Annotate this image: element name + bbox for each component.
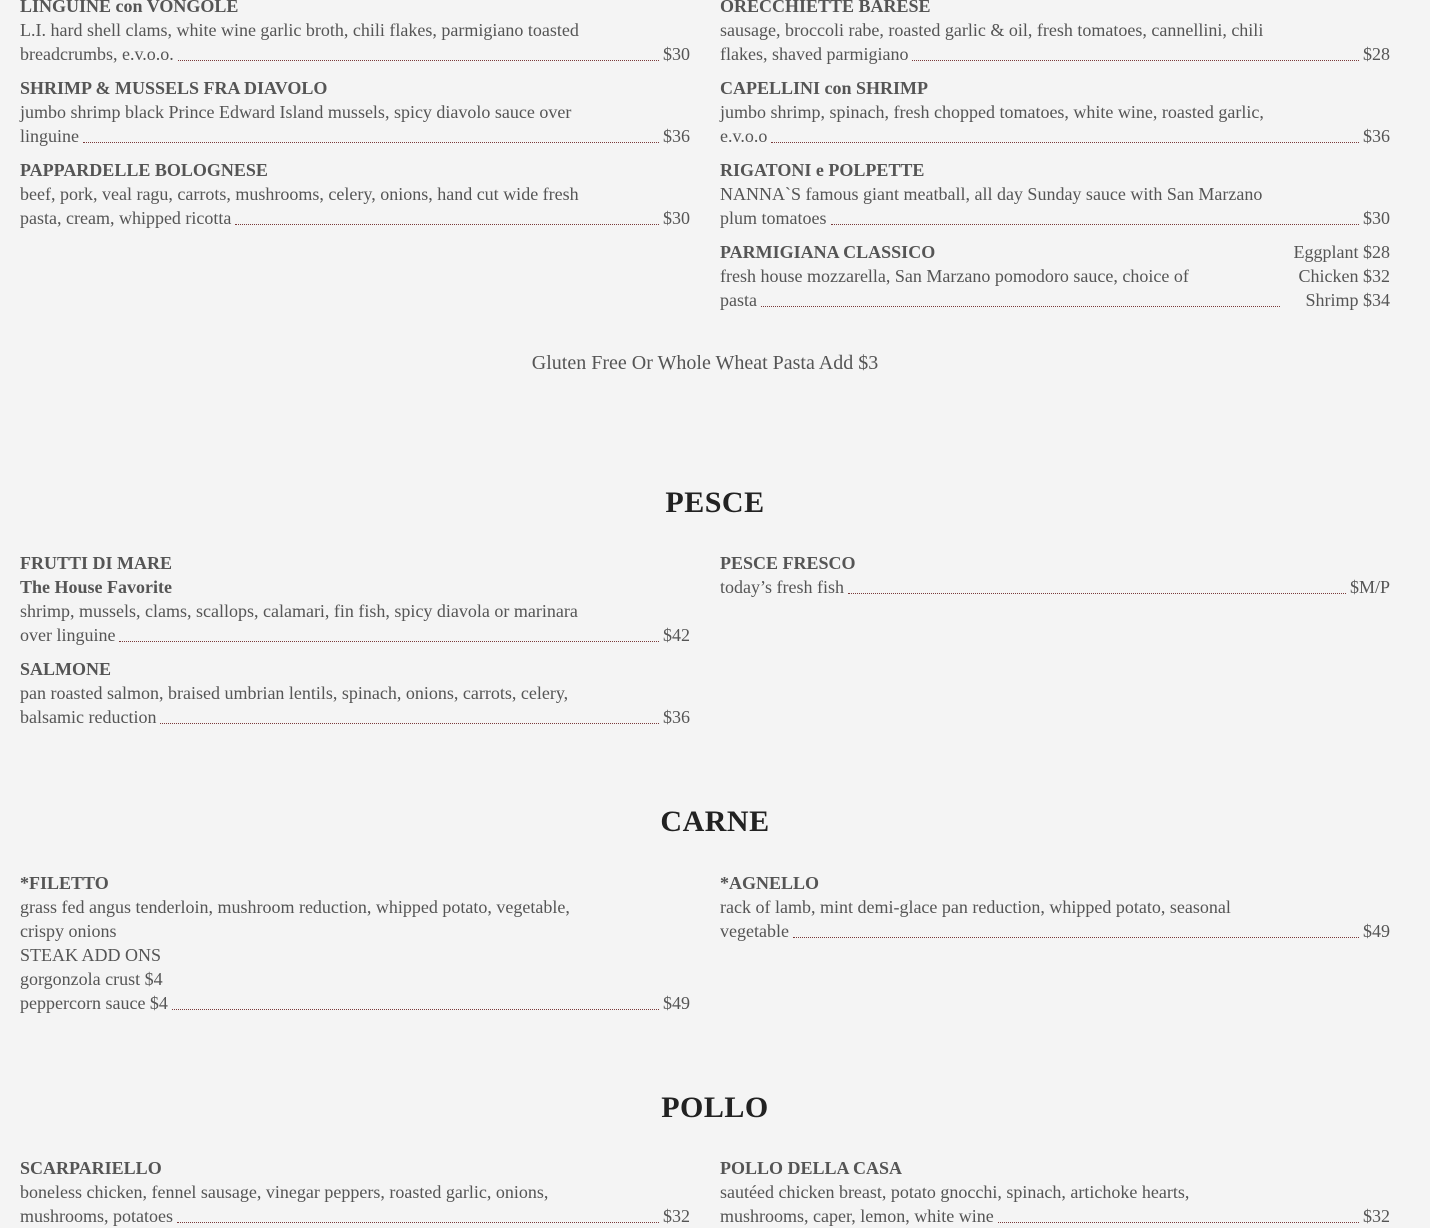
pasta-note: Gluten Free Or Whole Wheat Pasta Add $3 [531, 352, 879, 374]
menu-item [20, 657, 690, 729]
menu-item [20, 0, 690, 66]
item-description: plum tomatoes [720, 208, 827, 228]
menu-item [720, 1156, 1390, 1228]
addon-item: gorgonzola crust $4 [20, 969, 163, 989]
menu-item [20, 1156, 690, 1228]
item-name: PESCE FRESCO [720, 553, 856, 573]
item-description: beef, pork, veal ragu, carrots, mushrooms, celery, onions, hand cut wide fresh [20, 184, 579, 204]
item-price: $42 [663, 625, 690, 645]
item-price: $30 [663, 44, 690, 64]
item-description: sautéed chicken breast, potato gnocchi, spinach, artichoke hearts, [720, 1182, 1190, 1202]
item-name: SALMONE [20, 659, 112, 679]
menu-item [720, 76, 1390, 148]
section-title-pesce: PESCE [665, 486, 765, 519]
item-description: pasta [720, 290, 757, 310]
item-name: SHRIMP & MUSSELS FRA DIAVOLO [20, 78, 328, 98]
leader-dots [119, 641, 659, 642]
leader-dots [912, 60, 1359, 61]
leader-dots [761, 306, 1280, 307]
item-name: PARMIGIANA CLASSICO [720, 242, 936, 262]
menu-item [720, 0, 1390, 66]
item-price: $30 [663, 208, 690, 228]
item-name: POLLO DELLA CASA [720, 1158, 903, 1178]
leader-dots [160, 723, 659, 724]
item-description: balsamic reduction [20, 707, 157, 727]
price-eggplant: Eggplant $28 [1293, 242, 1390, 262]
menu-item-parmigiana [720, 240, 1390, 312]
item-name: CAPELLINI con SHRIMP [720, 78, 929, 98]
leader-dots [831, 224, 1360, 225]
item-description: jumbo shrimp, spinach, fresh chopped tomatoes, white wine, roasted garlic, [720, 102, 1264, 122]
leader-dots [793, 937, 1359, 938]
item-price: $36 [663, 707, 690, 727]
price-shrimp: Shrimp $34 [1305, 290, 1390, 310]
item-name: *FILETTO [20, 873, 109, 893]
item-description: fresh house mozzarella, San Marzano pomodoro sauce, choice of [720, 266, 1189, 286]
item-description: grass fed angus tenderloin, mushroom reduction, whipped potato, vegetable, [20, 897, 570, 917]
item-price: $49 [1363, 921, 1390, 941]
menu-item [720, 551, 1390, 599]
item-name: FRUTTI DI MARE [20, 553, 173, 573]
item-price: $36 [1363, 126, 1390, 146]
leader-dots [848, 593, 1346, 594]
item-description: L.I. hard shell clams, white wine garlic broth, chili flakes, parmigiano toasted [20, 20, 579, 40]
item-description: sausage, broccoli rabe, roasted garlic & oil, fresh tomatoes, cannellini, chili [720, 20, 1264, 40]
item-description: rack of lamb, mint demi-glace pan reduction, whipped potato, seasonal [720, 897, 1231, 917]
price-options [1294, 240, 1391, 312]
item-description: today’s fresh fish [720, 577, 844, 597]
section-title-pollo: POLLO [661, 1091, 769, 1124]
item-price: $M/P [1349, 577, 1390, 597]
addon-item: peppercorn sauce $4 [20, 993, 168, 1013]
item-description: shrimp, mussels, clams, scallops, calamari, fin fish, spicy diavola or marinara [20, 601, 578, 621]
item-description: e.v.o.o [720, 126, 768, 146]
price-chicken: Chicken $32 [1298, 266, 1390, 286]
leader-dots [998, 1222, 1359, 1223]
leader-dots [235, 224, 659, 225]
item-name: SCARPARIELLO [20, 1158, 162, 1178]
leader-dots [771, 142, 1359, 143]
menu-item [20, 76, 690, 148]
item-description: jumbo shrimp black Prince Edward Island mussels, spicy diavolo sauce over [20, 102, 572, 122]
item-name: *AGNELLO [720, 873, 820, 893]
item-price: $32 [1363, 1206, 1390, 1226]
item-description: mushrooms, potatoes [20, 1206, 173, 1226]
item-price: $30 [1363, 208, 1390, 228]
item-name: LINGUINE con VONGOLE [20, 0, 239, 16]
menu-item [20, 158, 690, 230]
item-description: boneless chicken, fennel sausage, vinegar peppers, roasted garlic, onions, [20, 1182, 549, 1202]
item-description: mushrooms, caper, lemon, white wine [720, 1206, 994, 1226]
item-name: ORECCHIETTE BARESE [720, 0, 931, 16]
leader-dots [172, 1009, 659, 1010]
item-name: RIGATONI e POLPETTE [720, 160, 925, 180]
item-price: $49 [663, 993, 690, 1013]
item-description: over linguine [20, 625, 116, 645]
section-title-carne: CARNE [660, 805, 770, 838]
item-description: breadcrumbs, e.v.o.o. [20, 44, 174, 64]
leader-dots [177, 1222, 659, 1223]
item-price: $36 [663, 126, 690, 146]
item-price: $28 [1363, 44, 1390, 64]
item-description: linguine [20, 126, 79, 146]
item-name: PAPPARDELLE BOLOGNESE [20, 160, 268, 180]
menu-item [720, 158, 1390, 230]
leader-dots [178, 60, 659, 61]
addons-heading: STEAK ADD ONS [20, 945, 162, 965]
item-price: $32 [663, 1206, 690, 1226]
menu-item [720, 871, 1390, 943]
item-description: NANNA`S famous giant meatball, all day Sunday sauce with San Marzano [720, 184, 1263, 204]
menu-item [20, 871, 690, 1015]
item-subtitle: The House Favorite [20, 577, 172, 597]
item-description: pasta, cream, whipped ricotta [20, 208, 232, 228]
item-description: crispy onions [20, 921, 117, 941]
item-description: flakes, shaved parmigiano [720, 44, 909, 64]
menu-item [20, 551, 690, 647]
item-description: pan roasted salmon, braised umbrian lentils, spinach, onions, carrots, celery, [20, 683, 569, 703]
leader-dots [83, 142, 659, 143]
item-description: vegetable [720, 921, 789, 941]
